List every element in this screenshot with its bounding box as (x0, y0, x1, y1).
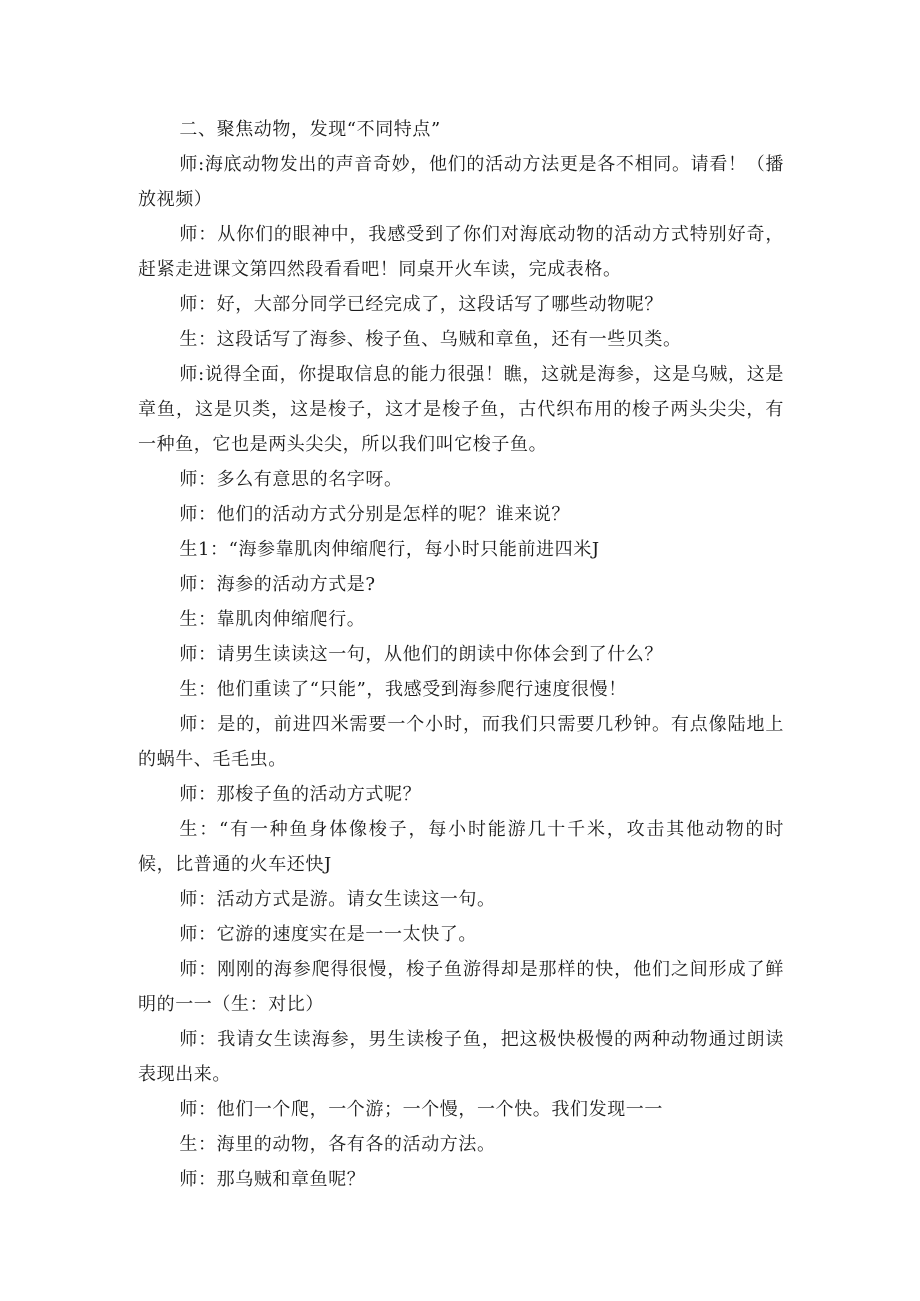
paragraph: 生：“有一种鱼身体像梭子，每小时能游几十千米，攻击其他动物的时候，比普通的火车还快J (138, 819, 784, 875)
paragraph: 师：那乌贼和章鱼呢？ (179, 1169, 366, 1190)
paragraph: 师：它游的速度实在是一一太快了。 (179, 924, 477, 945)
paragraph: 师：从你们的眼神中，我感受到了你们对海底动物的活动方式特别好奇，赶紧走进课文第四然段看看吧！同桌开火车读，完成表格。 (138, 224, 784, 280)
paragraph: 师：那梭子鱼的活动方式呢？ (179, 784, 422, 805)
document-page (138, 112, 784, 1197)
paragraph: 师：我请女生读海参，男生读梭子鱼，把这极快极慢的两种动物通过朗读表现出来。 (138, 1029, 784, 1085)
paragraph: 师：活动方式是游。请女生读这一句。 (179, 889, 496, 910)
paragraph: 生：他们重读了“只能”，我感受到海参爬行速度很慢！ (179, 679, 627, 700)
paragraph: 师:说得全面，你提取信息的能力很强！瞧，这就是海参，这是乌贼，这是章鱼，这是贝类，这是梭子，这才是梭子鱼，古代织布用的梭子两头尖尖，有一种鱼，它也是两头尖尖，所以我们叫它梭子鱼。 (138, 364, 784, 455)
paragraph: 师：多么有意思的名字呀。 (179, 469, 403, 490)
paragraph: 师：他们的活动方式分别是怎样的呢？谁来说？ (179, 504, 570, 525)
paragraph: 师：海参的活动方式是? (179, 574, 376, 595)
paragraph: 师：是的，前进四米需要一个小时，而我们只需要几秒钟。有点像陆地上的蜗牛、毛毛虫。 (138, 714, 784, 770)
paragraph: 师:海底动物发出的声音奇妙，他们的活动方法更是各不相同。请看！（播放视频） (138, 154, 784, 210)
paragraph: 师：好，大部分同学已经完成了，这段话写了哪些动物呢？ (179, 294, 663, 315)
paragraph: 生：靠肌肉伸缩爬行。 (179, 609, 366, 630)
section-heading: 二、聚焦动物，发现“不同特点” (179, 119, 441, 140)
paragraph: 师：他们一个爬，一个游；一个慢，一个快。我们发现一一 (179, 1099, 663, 1120)
paragraph: 生1：“海参靠肌肉伸缩爬行，每小时只能前进四米J (179, 539, 600, 560)
paragraph: 师：请男生读读这一句，从他们的朗读中你体会到了什么？ (179, 644, 663, 665)
paragraph: 生：海里的动物，各有各的活动方法。 (179, 1134, 496, 1155)
paragraph: 生：这段话写了海参、梭子鱼、乌贼和章鱼，还有一些贝类。 (179, 329, 682, 350)
paragraph: 师：刚刚的海参爬得很慢，梭子鱼游得却是那样的快，他们之间形成了鲜明的一一（生：对比） (138, 959, 784, 1015)
